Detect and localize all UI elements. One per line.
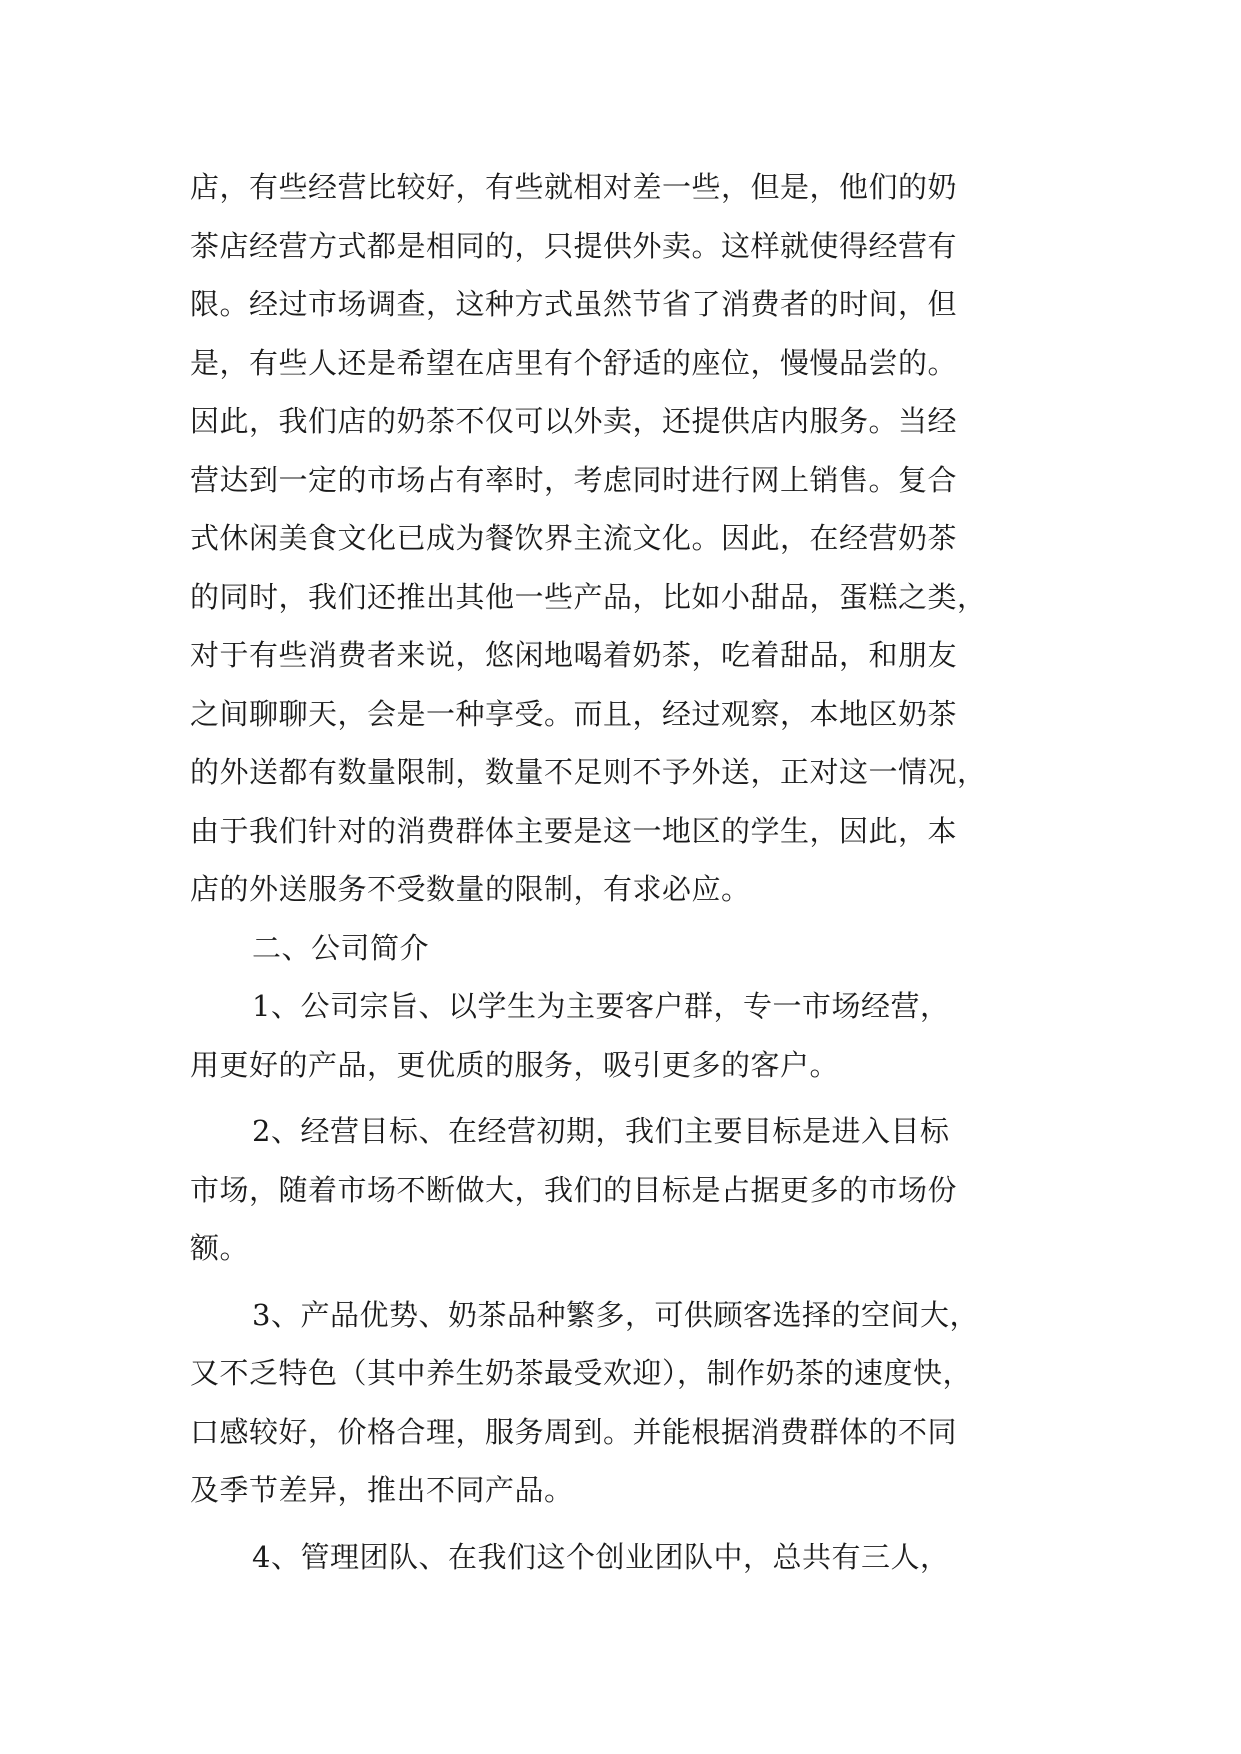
text-line: 的同时，我们还推出其他一些产品，比如小甜品，蛋糕之类， (190, 579, 987, 614)
text-line: 又不乏特色（其中养生奶茶最受欢迎），制作奶茶的速度快， (190, 1356, 973, 1390)
text-line: 店，有些经营比较好，有些就相对差一些，但是，他们的奶 (190, 170, 958, 204)
text-line: 茶店经营方式都是相同的，只提供外卖。这样就使得经营有 (190, 228, 958, 263)
list-item-team (190, 1528, 1070, 1587)
text-line: 及季节差异，推出不同产品。 (190, 1473, 574, 1507)
text-line: 限。经过市场调查，这种方式虽然节省了消费者的时间，但 (190, 287, 958, 321)
list-item-advantages (190, 1286, 1070, 1520)
section-heading (190, 919, 1070, 978)
paragraph-continuation (190, 158, 1070, 919)
section-heading-text: 二、公司简介 (252, 930, 430, 965)
document-body (190, 158, 1070, 1586)
list-item-goals (190, 1102, 1070, 1278)
text-line: 2、经营目标、在经营初期，我们主要目标是进入目标 (252, 1114, 950, 1148)
text-line: 用更好的产品，更优质的服务，吸引更多的客户。 (190, 1047, 840, 1082)
text-line: 店的外送服务不受数量的限制，有求必应。 (190, 872, 751, 906)
list-item-purpose (190, 977, 1070, 1094)
text-line: 的外送都有数量限制，数量不足则不予外送，正对这一情况， (190, 755, 987, 789)
text-line: 口感较好，价格合理，服务周到。并能根据消费群体的不同 (190, 1414, 958, 1449)
text-line: 式休闲美食文化已成为餐饮界主流文化。因此，在经营奶茶 (190, 521, 958, 555)
text-line: 1、公司宗旨、以学生为主要客户群，专一市场经营， (252, 989, 950, 1023)
text-line: 是，有些人还是希望在店里有个舒适的座位，慢慢品尝的。 (190, 345, 958, 380)
paragraph-spacer (190, 1094, 1070, 1102)
text-line: 3、产品优势、奶茶品种繁多，可供顾客选择的空间大， (252, 1297, 979, 1332)
paragraph-spacer (190, 1520, 1070, 1528)
text-line: 营达到一定的市场占有率时，考虑同时进行网上销售。复合 (190, 462, 958, 497)
text-line: 因此，我们店的奶茶不仅可以外卖，还提供店内服务。当经 (190, 404, 958, 438)
text-line: 由于我们针对的消费群体主要是这一地区的学生，因此，本 (190, 813, 958, 848)
paragraph-spacer (190, 1278, 1070, 1286)
text-line: 额。 (190, 1231, 250, 1265)
text-line: 对于有些消费者来说，悠闲地喝着奶茶，吃着甜品，和朋友 (190, 638, 958, 672)
text-line: 4、管理团队、在我们这个创业团队中，总共有三人， (252, 1539, 950, 1574)
text-line: 市场，随着市场不断做大，我们的目标是占据更多的市场份 (190, 1172, 958, 1207)
text-line: 之间聊聊天，会是一种享受。而且，经过观察，本地区奶茶 (190, 696, 958, 731)
